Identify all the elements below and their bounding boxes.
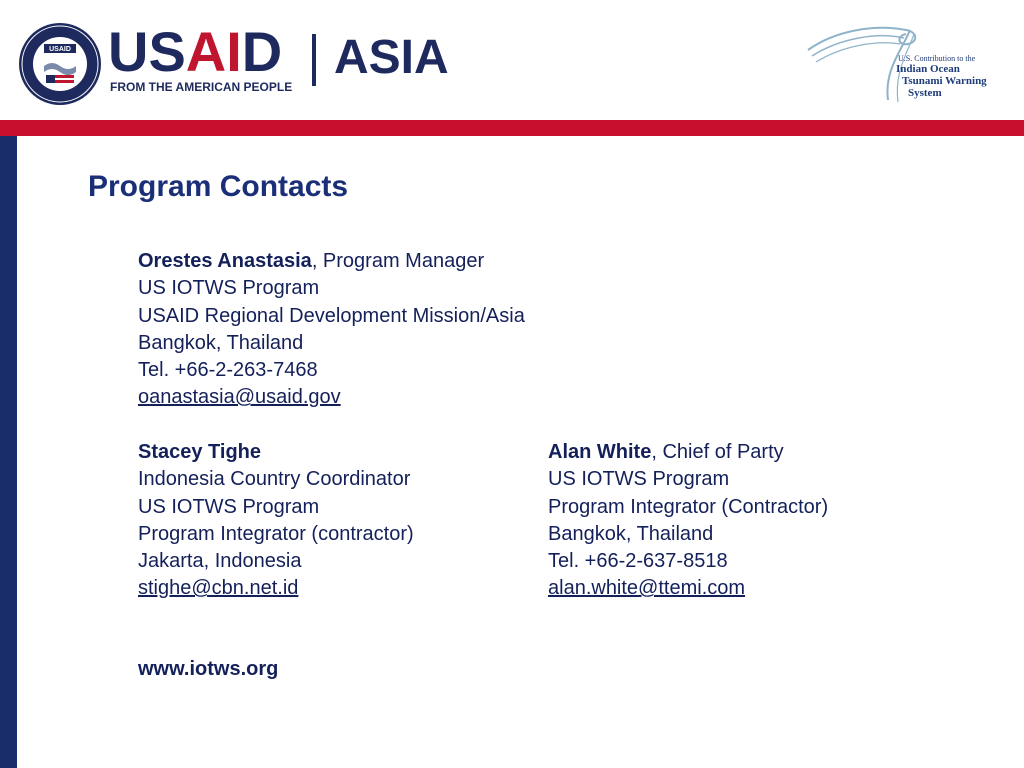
svg-text:USAID: USAID	[49, 46, 71, 53]
iotws-logo-line3: Tsunami Warning	[902, 75, 987, 87]
contact-line: US IOTWS Program	[138, 495, 320, 518]
website-link[interactable]: www.iotws.org	[138, 658, 279, 680]
usaid-seal-icon	[18, 22, 102, 106]
usaid-wordmark-d: D	[241, 20, 283, 83]
contact-line: USAID Regional Development Mission/Asia	[138, 304, 525, 327]
header	[0, 0, 1024, 120]
contact-role: , Chief of Party	[651, 441, 784, 463]
region-label: ASIA	[334, 31, 449, 84]
contact-role: , Program Manager	[311, 250, 485, 272]
page-title: Program Contacts	[88, 170, 349, 203]
iotws-logo-line4: System	[908, 87, 942, 99]
email-link[interactable]: oanastasia@usaid.gov	[138, 386, 341, 409]
contact-heading	[548, 439, 828, 466]
contact-line: Bangkok, Thailand	[548, 522, 714, 545]
email-link[interactable]: alan.white@ttemi.com	[548, 577, 746, 600]
contact-line: Tel. +66-2-637-8518	[548, 550, 728, 573]
iotws-logo-line2: Indian Ocean	[896, 63, 960, 75]
usaid-wordmark-ai: AI	[185, 20, 242, 83]
contact-card-orestes	[138, 248, 525, 412]
logo-divider	[312, 34, 316, 86]
contact-line: Indonesia Country Coordinator	[138, 468, 411, 491]
contact-name: Stacey Tighe	[138, 441, 262, 463]
contact-name: Orestes Anastasia	[138, 250, 312, 272]
contact-heading	[138, 248, 525, 275]
header-red-band	[0, 120, 1024, 136]
usaid-tagline: FROM THE AMERICAN PEOPLE	[110, 80, 293, 94]
email-link[interactable]: stighe@cbn.net.id	[138, 577, 299, 600]
contact-line: US IOTWS Program	[548, 468, 730, 491]
contact-heading	[138, 439, 414, 466]
usaid-wordmark-us: US	[108, 20, 186, 83]
contact-line: US IOTWS Program	[138, 277, 320, 300]
iotws-logo-line1: U.S. Contribution to the	[898, 54, 976, 63]
iotws-logo-text	[896, 54, 987, 99]
side-blue-bar	[0, 136, 17, 768]
contact-line: Tel. +66-2-263-7468	[138, 359, 318, 382]
contact-line: Program Integrator (contractor)	[138, 522, 414, 545]
usaid-wordmark	[108, 22, 282, 82]
contact-line: Bangkok, Thailand	[138, 331, 304, 354]
contact-name: Alan White	[548, 441, 652, 463]
contact-card-stacey	[138, 439, 414, 603]
contact-line: Jakarta, Indonesia	[138, 550, 302, 573]
contact-line: Program Integrator (Contractor)	[548, 495, 829, 518]
contact-card-alan	[548, 439, 828, 603]
